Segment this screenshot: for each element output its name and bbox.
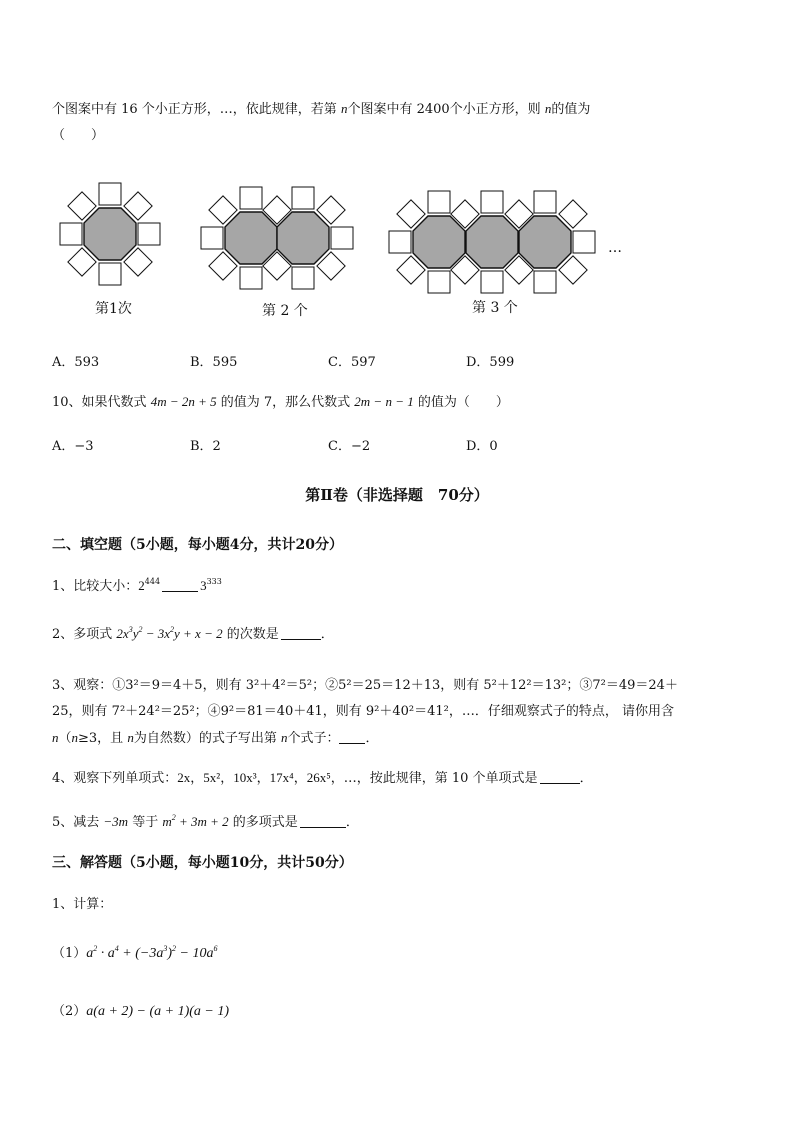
solve-q1-part2: （2）a(a + 2) − (a + 1)(a − 1) [52,1004,230,1019]
solve-q1-label: 1、计算： [52,897,113,912]
figure-label-2: 第 2 个 [262,303,308,319]
fill-q2: 2、多项式 $2x^3y^2 - 3x^2y + x - 2$ 的次数是 ． [52,625,334,642]
q10-option-d[interactable]: D．0 [466,439,498,454]
fill-q4: 4、观察下列单项式：2x，5x²，10x³，17x⁴，26x⁵，…，按此规律，第 10 个单项式是 ． [52,770,593,786]
q10-option-b[interactable]: B．2 [190,439,221,454]
section3-heading: 三、解答题（5小题，每小题10分，共计50分） [52,855,353,871]
answer-blank[interactable] [339,731,365,744]
q9-option-b[interactable]: B．595 [190,355,238,370]
figure-label-1: 第1次 [95,301,132,317]
q9-paren: （ ） [52,128,105,143]
fill-q3-line2: 25，则有 7²＋24²＝25²；④9²＝81＝40＋41，则有 9²＋40²＝41²，…．仔细观察式子的特点， 请你用含 [52,704,675,719]
figure-label-3: 第 3 个 [472,300,518,316]
fill-q3-line1: 3、观察：①3²＝9＝4＋5，则有 3²＋4²＝5²；②5²＝25＝12＋13，则有 5²＋12²＝13²；③7²＝49＝24＋ [52,678,678,693]
q9-option-c[interactable]: C．597 [328,355,376,370]
fill-q5: 5、减去 −3m 等于 $m^2 + 3m + 2$ 的多项式是 ． [52,813,359,830]
solve-q1-part1: $(1)a^2 \cdot a^4 + (-3a^3)^2 - 10a^6$ [52,944,218,961]
fill-q3-line3: n（n≥3，且 n为自然数）的式子写出第 n个式子： ． [52,730,379,746]
pattern-3 [389,191,595,293]
pattern-2 [201,187,353,289]
q10-text: 10、如果代数式 4m − 2n + 5 的值为 7，那么代数式 2m − n − 1 的值为（ ） [52,394,509,410]
section2-heading: 二、填空题（5小题，每小题4分，共计20分） [52,537,343,553]
q10-option-c[interactable]: C．−2 [328,439,371,454]
pattern-1 [60,183,160,285]
answer-blank[interactable] [162,579,198,592]
octagon-pattern-figure [0,160,794,500]
q10-option-a[interactable]: A．−3 [52,439,94,454]
ellipsis: … [608,240,622,256]
part2-title: 第Ⅱ卷（非选择题 70分） [305,486,489,504]
answer-blank[interactable] [540,771,580,784]
fill-q1: 1、比较大小：$2^{444}$ $3^{333}$ [52,577,222,594]
answer-blank[interactable] [300,815,346,828]
q9-option-a[interactable]: A．593 [52,355,100,370]
answer-blank[interactable] [281,627,321,640]
q9-text: 个图案中有 16 个小正方形，…，依此规律，若第 n个图案中有 2400个小正方形，则 n的值为 [52,101,591,117]
q9-option-d[interactable]: D．599 [466,355,515,370]
